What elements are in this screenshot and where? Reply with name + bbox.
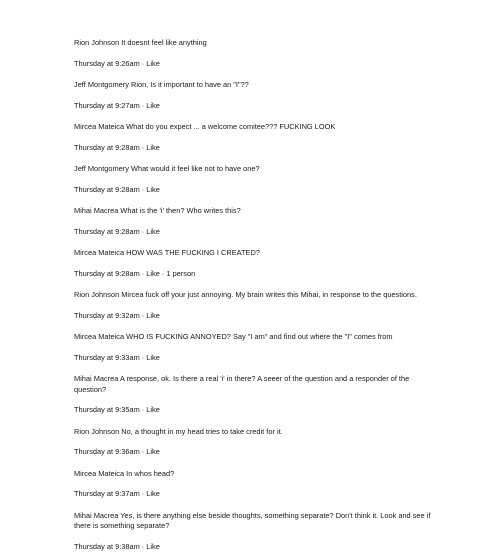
- comment-text: [74, 427, 434, 438]
- comment-text: [74, 80, 434, 91]
- comment-text: [74, 38, 434, 49]
- comment-author[interactable]: Mihai Macrea: [74, 206, 118, 215]
- comment-body: Mircea fuck off your just annoying. My brain writes this Mihai, in response to the questions.: [121, 290, 417, 299]
- comment: [74, 248, 434, 279]
- comment-meta[interactable]: Thursday at 9:28am · Like: [74, 185, 434, 196]
- comment-meta[interactable]: Thursday at 9:28am · Like: [74, 227, 434, 238]
- comment: [74, 38, 434, 69]
- comment-body: What is the 'i' then? Who writes this?: [120, 206, 240, 215]
- comment-meta[interactable]: Thursday at 9:36am · Like: [74, 447, 434, 458]
- comment-body: No, a thought in my head tries to take credit for it.: [121, 427, 282, 436]
- comment-meta[interactable]: Thursday at 9:28am · Like: [74, 143, 434, 154]
- comment-text: [74, 469, 434, 480]
- comment: [74, 427, 434, 458]
- comment-text: [74, 206, 434, 217]
- comment-thread: [74, 38, 434, 552]
- comment: [74, 164, 434, 195]
- comment-body: In whos head?: [126, 469, 174, 478]
- comment-meta[interactable]: Thursday at 9:27am · Like: [74, 101, 434, 112]
- comment-body: HOW WAS THE FUCKING I CREATED?: [126, 248, 260, 257]
- comment-body: What would it feel like not to have one?: [131, 164, 260, 173]
- comment-meta[interactable]: Thursday at 9:33am · Like: [74, 353, 434, 364]
- comment-meta[interactable]: Thursday at 9:38am · Like: [74, 542, 434, 552]
- comment: [74, 206, 434, 237]
- comment-meta[interactable]: Thursday at 9:28am · Like · 1 person: [74, 269, 434, 280]
- comment-author[interactable]: Mihai Macrea: [74, 511, 118, 520]
- comment-author[interactable]: Mircea Mateica: [74, 469, 124, 478]
- comment-author[interactable]: Mircea Mateica: [74, 248, 124, 257]
- comment-body: WHO IS FUCKING ANNOYED? Say "I am" and find out where the "I" comes from: [126, 332, 392, 341]
- comment-author[interactable]: Rion Johnson: [74, 290, 119, 299]
- comment-body: A response, ok. Is there a real 'i' in there? A seeer of the question and a responder of the question?: [74, 374, 409, 394]
- comment-author[interactable]: Jeff Montgomery: [74, 80, 129, 89]
- comment-body: Rion, Is it important to have an "I"??: [131, 80, 249, 89]
- comment: [74, 122, 434, 153]
- comment-text: [74, 248, 434, 259]
- comment-meta[interactable]: Thursday at 9:37am · Like: [74, 489, 434, 500]
- comment-meta[interactable]: Thursday at 9:35am · Like: [74, 405, 434, 416]
- comment-author[interactable]: Rion Johnson: [74, 38, 119, 47]
- comment: [74, 80, 434, 111]
- comment-author[interactable]: Mircea Mateica: [74, 332, 124, 341]
- comment-text: [74, 164, 434, 175]
- comment-text: [74, 122, 434, 133]
- comment-author[interactable]: Mihai Macrea: [74, 374, 118, 383]
- comment-body: Yes, is there anything else beside thoughts, something separate? Don't think it. Look and see if there is something separate?: [74, 511, 430, 531]
- comment: [74, 374, 434, 416]
- comment-text: [74, 511, 434, 532]
- comment-author[interactable]: Rion Johnson: [74, 427, 119, 436]
- comment-meta[interactable]: Thursday at 9:32am · Like: [74, 311, 434, 322]
- comment-author[interactable]: Mircea Mateica: [74, 122, 124, 131]
- comment-meta[interactable]: Thursday at 9:26am · Like: [74, 59, 434, 70]
- comment: [74, 332, 434, 363]
- comment: [74, 511, 434, 552]
- comment-text: [74, 332, 434, 343]
- comment-text: [74, 290, 434, 301]
- comment-body: What do you expect ... a welcome comitee??? FUCKING LOOK: [126, 122, 335, 131]
- comment-body: It doesnt feel like anything: [121, 38, 206, 47]
- comment-text: [74, 374, 434, 395]
- comment-author[interactable]: Jeff Montgomery: [74, 164, 129, 173]
- comment: [74, 290, 434, 321]
